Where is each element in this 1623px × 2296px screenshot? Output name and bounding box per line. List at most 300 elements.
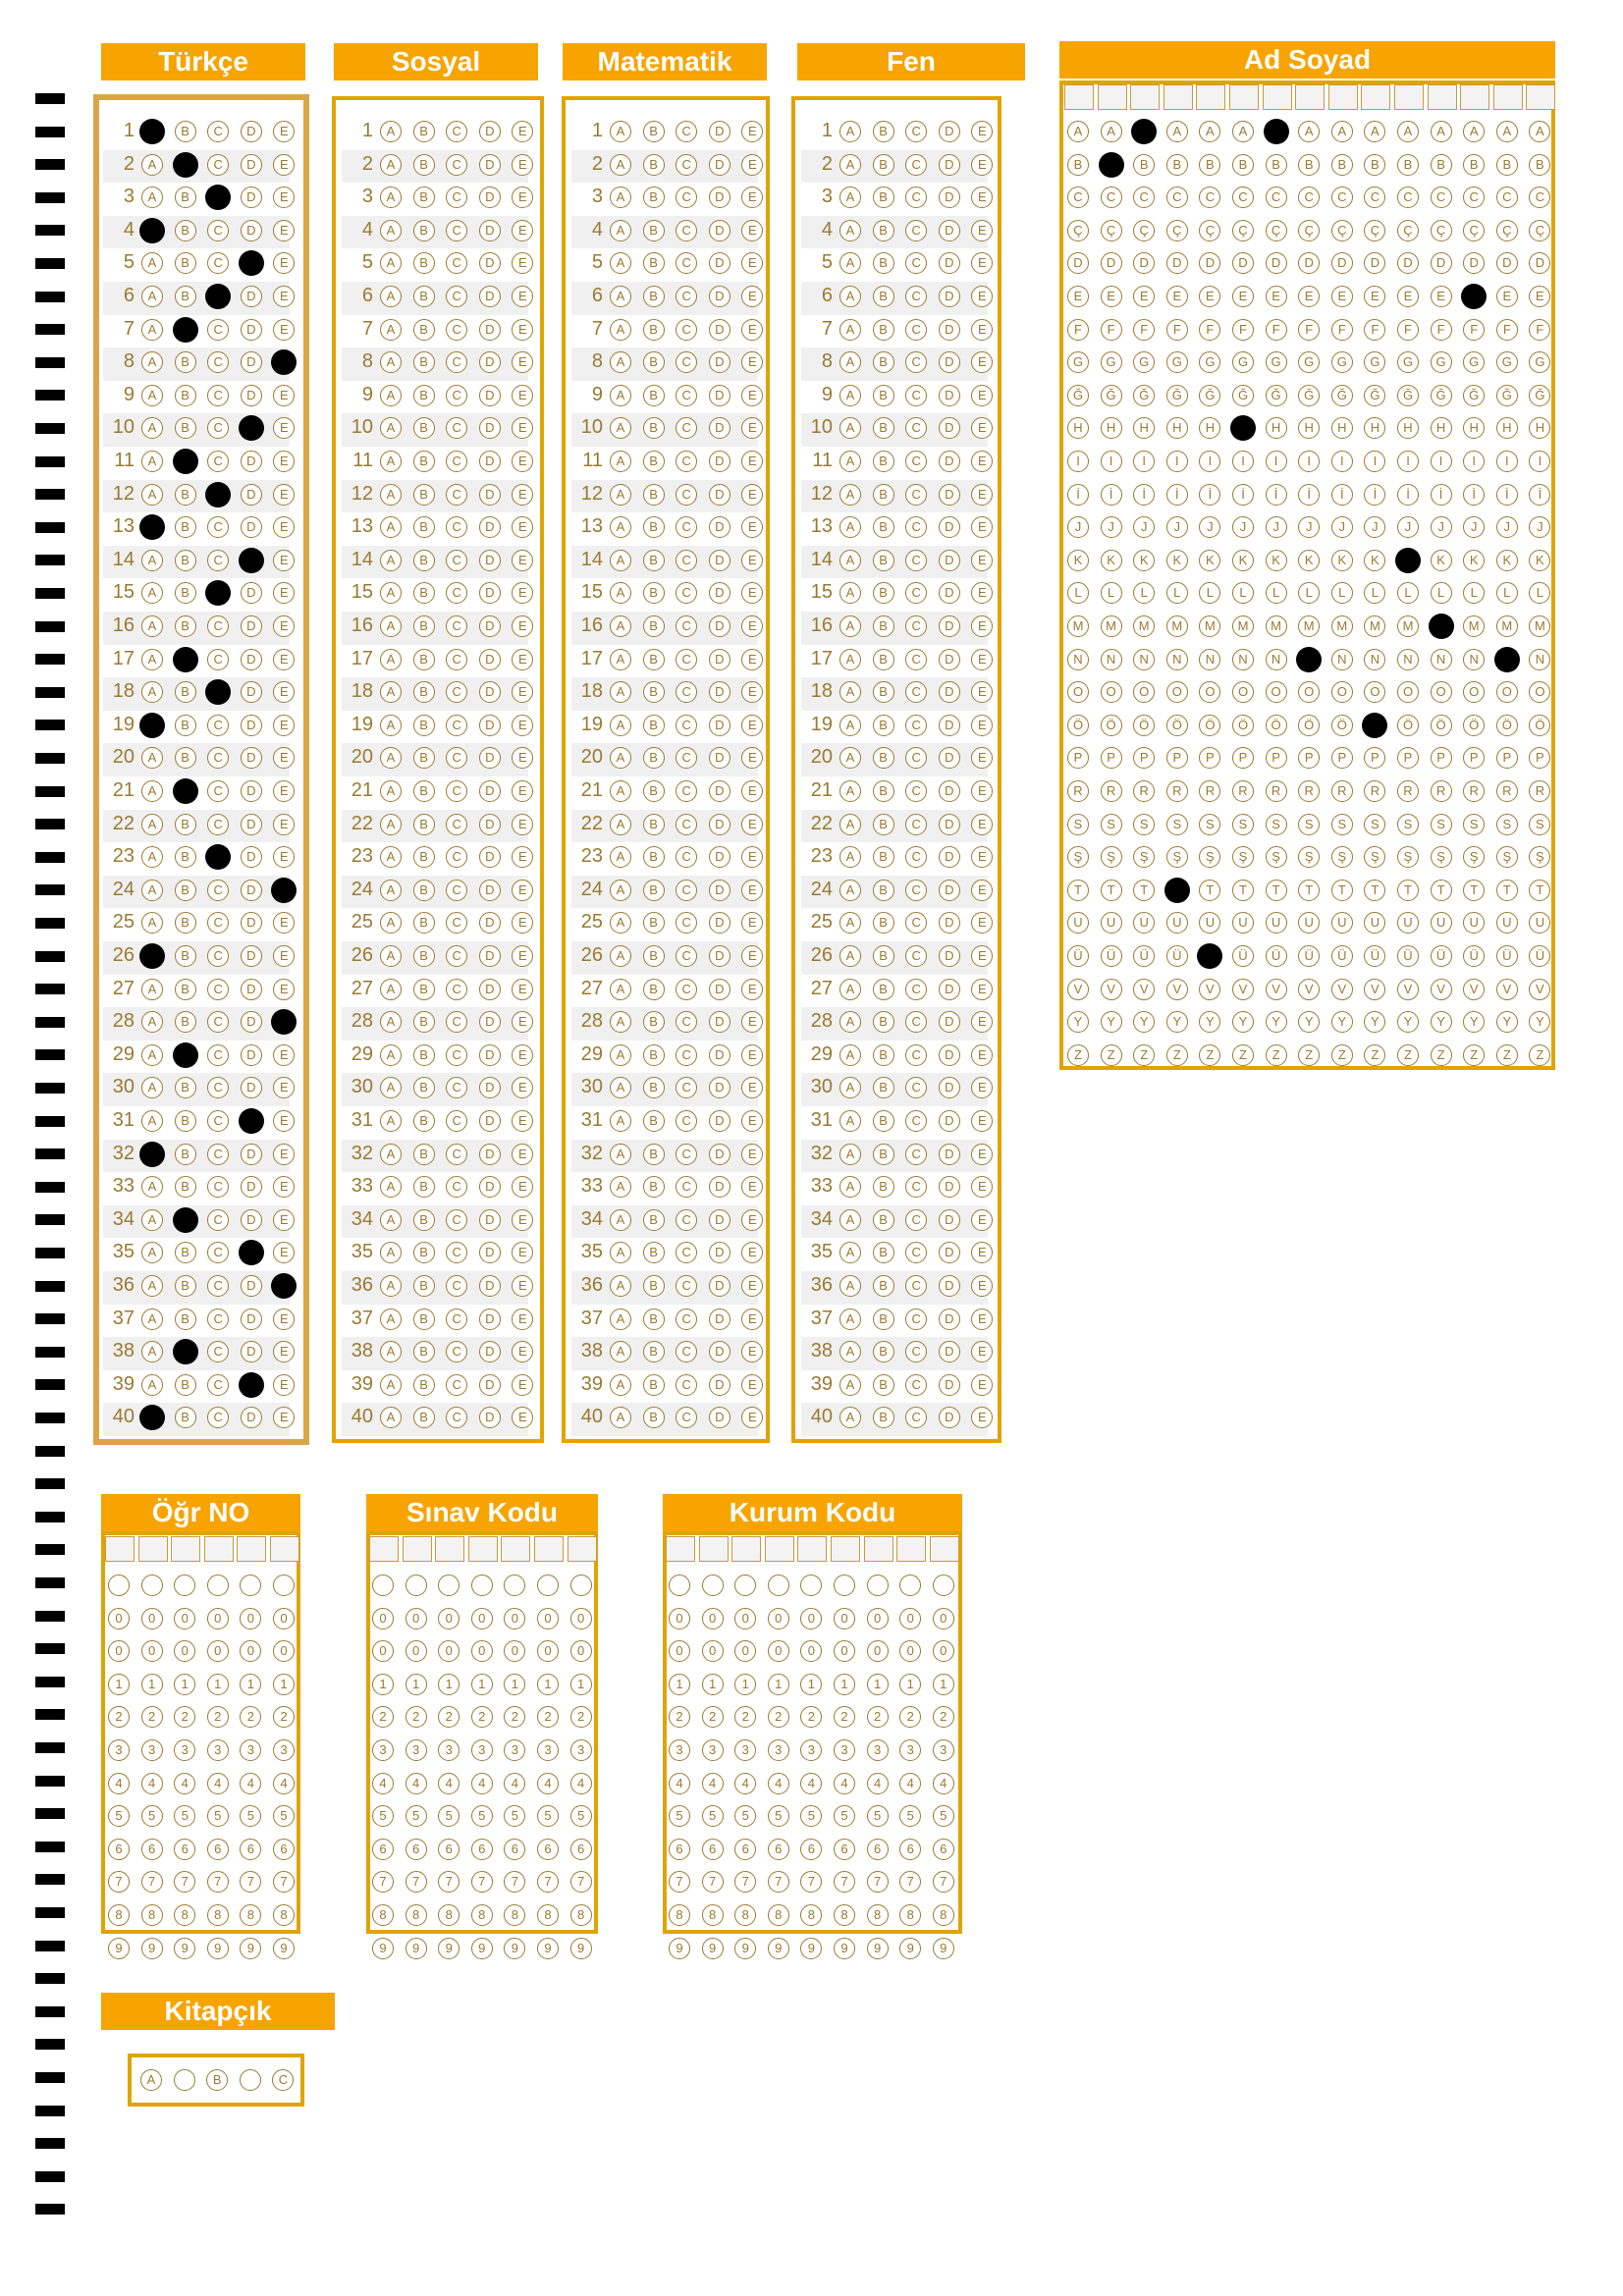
fen-option-bubble[interactable]: B xyxy=(873,979,894,1000)
matematik-option-bubble[interactable]: D xyxy=(709,351,730,373)
ad-soyad-letter-bubble[interactable]: R xyxy=(1232,780,1254,802)
turkce-option-bubble[interactable]: E xyxy=(273,582,295,604)
kurum-kodu-digit-bubble[interactable]: 7 xyxy=(899,1871,921,1893)
ad-soyad-letter-bubble[interactable]: H xyxy=(1101,417,1122,439)
ad-soyad-letter-bubble[interactable]: T xyxy=(1266,880,1287,901)
ogr-no-digit-bubble[interactable]: 7 xyxy=(108,1871,130,1893)
sinav-kodu-digit-bubble[interactable]: 7 xyxy=(537,1871,559,1893)
matematik-option-bubble[interactable]: D xyxy=(709,1144,730,1165)
ad-soyad-letter-bubble[interactable]: R xyxy=(1529,780,1550,802)
sosyal-option-bubble[interactable]: D xyxy=(479,154,501,176)
fen-option-bubble[interactable]: D xyxy=(939,1242,960,1263)
ad-soyad-letter-bubble[interactable]: K xyxy=(1463,550,1485,571)
kurum-kodu-digit-cell[interactable] xyxy=(797,1536,827,1562)
turkce-option-bubble[interactable]: D xyxy=(241,649,262,670)
ad-soyad-letter-bubble[interactable]: R xyxy=(1298,780,1320,802)
turkce-option-bubble[interactable]: C xyxy=(207,1407,229,1428)
fen-option-bubble[interactable]: D xyxy=(939,1209,960,1231)
matematik-option-bubble[interactable]: B xyxy=(643,220,665,241)
sinav-kodu-digit-bubble[interactable]: 9 xyxy=(504,1938,525,1959)
sosyal-option-bubble[interactable]: E xyxy=(512,417,533,439)
ad-soyad-letter-bubble[interactable]: I xyxy=(1331,451,1353,472)
fen-option-bubble[interactable]: A xyxy=(839,1374,861,1396)
fen-option-bubble[interactable]: B xyxy=(873,220,894,241)
fen-option-bubble[interactable]: C xyxy=(905,780,927,802)
ad-soyad-letter-bubble[interactable]: E xyxy=(1496,286,1518,307)
ad-soyad-letter-bubble[interactable]: Ş xyxy=(1232,846,1254,868)
ad-soyad-letter-bubble[interactable]: D xyxy=(1463,252,1485,274)
ad-soyad-letter-bubble[interactable]: Z xyxy=(1067,1044,1089,1066)
sosyal-option-bubble[interactable]: D xyxy=(479,715,501,736)
fen-option-bubble[interactable]: A xyxy=(839,550,861,571)
matematik-option-bubble[interactable]: B xyxy=(643,516,665,538)
sosyal-option-bubble[interactable]: D xyxy=(479,417,501,439)
sosyal-option-bubble[interactable]: B xyxy=(413,484,435,506)
sosyal-option-bubble[interactable]: C xyxy=(446,880,467,901)
sinav-kodu-digit-bubble[interactable]: 2 xyxy=(438,1706,460,1728)
sosyal-option-bubble[interactable]: C xyxy=(446,1176,467,1198)
fen-option-bubble[interactable]: C xyxy=(905,945,927,967)
matematik-option-bubble[interactable]: C xyxy=(676,484,697,506)
matematik-option-bubble[interactable]: B xyxy=(643,319,665,341)
matematik-option-bubble[interactable]: C xyxy=(676,220,697,241)
ad-soyad-letter-bubble[interactable]: I xyxy=(1529,451,1550,472)
ad-soyad-letter-bubble[interactable]: N xyxy=(1199,649,1220,670)
ad-soyad-letter-bubble[interactable]: R xyxy=(1463,780,1485,802)
sosyal-option-bubble[interactable]: D xyxy=(479,912,501,934)
ad-soyad-letter-bubble[interactable]: J xyxy=(1496,516,1518,538)
turkce-option-bubble[interactable]: D xyxy=(241,516,262,538)
ad-soyad-letter-bubble[interactable]: Ü xyxy=(1266,945,1287,967)
fen-option-bubble[interactable]: E xyxy=(971,1308,993,1330)
ad-soyad-letter-bubble[interactable]: J xyxy=(1529,516,1550,538)
sosyal-option-bubble[interactable]: D xyxy=(479,1110,501,1132)
ogr-no-digit-bubble[interactable]: 0 xyxy=(240,1640,261,1662)
matematik-option-bubble[interactable]: C xyxy=(676,1044,697,1066)
sinav-kodu-digit-bubble[interactable]: 0 xyxy=(438,1608,460,1629)
sosyal-option-bubble[interactable]: C xyxy=(446,1209,467,1231)
ad-soyad-letter-bubble[interactable]: P xyxy=(1266,747,1287,769)
kurum-kodu-digit-bubble[interactable]: 8 xyxy=(933,1904,954,1926)
ad-soyad-letter-bubble[interactable]: K xyxy=(1431,550,1452,571)
sinav-kodu-digit-bubble[interactable]: 1 xyxy=(504,1674,525,1695)
fen-option-bubble[interactable]: D xyxy=(939,516,960,538)
ad-soyad-letter-bubble[interactable]: I xyxy=(1166,451,1188,472)
ad-soyad-letter-bubble[interactable]: Ğ xyxy=(1166,385,1188,406)
fen-option-bubble[interactable]: A xyxy=(839,121,861,142)
matematik-option-bubble[interactable]: E xyxy=(741,945,763,967)
ad-soyad-letter-bubble[interactable]: N xyxy=(1067,649,1089,670)
sinav-kodu-digit-cell[interactable] xyxy=(568,1536,597,1562)
ogr-no-digit-bubble[interactable]: 2 xyxy=(108,1706,130,1728)
ad-soyad-letter-bubble[interactable]: O xyxy=(1199,681,1220,703)
kurum-kodu-digit-bubble[interactable]: 4 xyxy=(734,1773,756,1794)
sosyal-option-bubble[interactable]: D xyxy=(479,1044,501,1066)
turkce-option-bubble[interactable] xyxy=(173,317,198,343)
sosyal-option-bubble[interactable]: E xyxy=(512,979,533,1000)
ad-soyad-letter-bubble[interactable]: H xyxy=(1529,417,1550,439)
turkce-option-bubble[interactable]: C xyxy=(207,649,229,670)
fen-option-bubble[interactable]: D xyxy=(939,1176,960,1198)
ad-soyad-letter-bubble[interactable]: C xyxy=(1166,187,1188,208)
sosyal-option-bubble[interactable]: A xyxy=(380,550,402,571)
sosyal-option-bubble[interactable]: B xyxy=(413,1110,435,1132)
sosyal-option-bubble[interactable]: B xyxy=(413,681,435,703)
turkce-option-bubble[interactable]: A xyxy=(141,319,163,341)
fen-option-bubble[interactable]: A xyxy=(839,484,861,506)
fen-option-bubble[interactable]: B xyxy=(873,912,894,934)
ad-soyad-letter-bubble[interactable]: N xyxy=(1266,649,1287,670)
matematik-option-bubble[interactable]: A xyxy=(610,1407,631,1428)
ad-soyad-letter-bubble[interactable]: G xyxy=(1133,351,1155,373)
sosyal-option-bubble[interactable]: E xyxy=(512,814,533,835)
sosyal-option-bubble[interactable]: D xyxy=(479,1275,501,1297)
turkce-option-bubble[interactable]: C xyxy=(207,747,229,769)
turkce-option-bubble[interactable]: C xyxy=(207,319,229,341)
ad-soyad-letter-bubble[interactable]: U xyxy=(1199,912,1220,934)
fen-option-bubble[interactable]: B xyxy=(873,582,894,604)
sinav-kodu-digit-cell[interactable] xyxy=(435,1536,464,1562)
matematik-option-bubble[interactable]: C xyxy=(676,615,697,637)
sosyal-option-bubble[interactable]: B xyxy=(413,550,435,571)
turkce-option-bubble[interactable]: E xyxy=(273,1044,295,1066)
sinav-kodu-digit-bubble[interactable]: 4 xyxy=(537,1773,559,1794)
ogr-no-digit-bubble[interactable]: 0 xyxy=(108,1640,130,1662)
matematik-option-bubble[interactable]: D xyxy=(709,550,730,571)
kurum-kodu-digit-bubble[interactable]: 4 xyxy=(834,1773,855,1794)
ad-soyad-letter-bubble[interactable]: Ü xyxy=(1067,945,1089,967)
ad-soyad-letter-bubble[interactable]: N xyxy=(1397,649,1419,670)
ogr-no-digit-bubble[interactable]: 7 xyxy=(273,1871,295,1893)
fen-option-bubble[interactable]: A xyxy=(839,747,861,769)
sosyal-option-bubble[interactable]: B xyxy=(413,912,435,934)
ad-soyad-letter-bubble[interactable]: N xyxy=(1133,649,1155,670)
sinav-kodu-digit-bubble[interactable]: 7 xyxy=(504,1871,525,1893)
turkce-option-bubble[interactable]: C xyxy=(207,252,229,274)
ad-soyad-letter-bubble[interactable] xyxy=(1494,647,1520,672)
sosyal-option-bubble[interactable]: D xyxy=(479,1308,501,1330)
matematik-option-bubble[interactable]: A xyxy=(610,516,631,538)
ogr-no-digit-bubble[interactable]: 7 xyxy=(240,1871,261,1893)
sosyal-option-bubble[interactable]: D xyxy=(479,385,501,406)
ad-soyad-letter-bubble[interactable]: Ğ xyxy=(1266,385,1287,406)
fen-option-bubble[interactable]: E xyxy=(971,1374,993,1396)
ad-soyad-letter-bubble[interactable]: F xyxy=(1232,319,1254,341)
matematik-option-bubble[interactable]: B xyxy=(643,1144,665,1165)
turkce-option-bubble[interactable]: D xyxy=(241,1144,262,1165)
fen-option-bubble[interactable]: A xyxy=(839,1110,861,1132)
kurum-kodu-digit-bubble[interactable]: 3 xyxy=(834,1739,855,1761)
fen-option-bubble[interactable]: C xyxy=(905,417,927,439)
ad-soyad-letter-bubble[interactable]: Ö xyxy=(1133,715,1155,736)
ad-soyad-letter-bubble[interactable]: İ xyxy=(1397,484,1419,506)
ad-soyad-letter-bubble[interactable]: İ xyxy=(1067,484,1089,506)
ad-soyad-letter-bubble[interactable]: C xyxy=(1496,187,1518,208)
matematik-option-bubble[interactable]: A xyxy=(610,252,631,274)
ogr-no-digit-bubble[interactable]: 2 xyxy=(273,1706,295,1728)
matematik-option-bubble[interactable]: C xyxy=(676,1407,697,1428)
kurum-kodu-digit-bubble[interactable]: 7 xyxy=(800,1871,822,1893)
turkce-option-bubble[interactable]: D xyxy=(241,1077,262,1098)
turkce-option-bubble[interactable]: B xyxy=(175,715,196,736)
ad-soyad-letter-bubble[interactable]: Ş xyxy=(1266,846,1287,868)
kurum-kodu-digit-bubble[interactable]: 1 xyxy=(734,1674,756,1695)
sosyal-option-bubble[interactable]: D xyxy=(479,649,501,670)
ogr-no-digit-bubble[interactable]: 4 xyxy=(273,1773,295,1794)
ad-soyad-letter-bubble[interactable]: F xyxy=(1529,319,1550,341)
ogr-no-digit-bubble[interactable]: 1 xyxy=(108,1674,130,1695)
ad-soyad-letter-bubble[interactable]: E xyxy=(1364,286,1385,307)
ogr-no-digit-bubble[interactable]: 8 xyxy=(108,1904,130,1926)
ad-soyad-letter-bubble[interactable]: D xyxy=(1529,252,1550,274)
ad-soyad-letter-bubble[interactable]: F xyxy=(1496,319,1518,341)
turkce-option-bubble[interactable]: C xyxy=(207,979,229,1000)
turkce-option-bubble[interactable]: C xyxy=(207,814,229,835)
sosyal-option-bubble[interactable]: D xyxy=(479,187,501,208)
ogr-no-digit-bubble[interactable]: 0 xyxy=(273,1608,295,1629)
sinav-kodu-digit-bubble[interactable]: 6 xyxy=(570,1839,592,1860)
ad-soyad-letter-bubble[interactable]: D xyxy=(1496,252,1518,274)
ad-soyad-letter-bubble[interactable]: L xyxy=(1431,582,1452,604)
kurum-kodu-digit-bubble[interactable]: 3 xyxy=(734,1739,756,1761)
turkce-option-bubble[interactable]: E xyxy=(273,681,295,703)
fen-option-bubble[interactable]: B xyxy=(873,286,894,307)
turkce-option-bubble[interactable]: B xyxy=(175,1242,196,1263)
turkce-option-bubble[interactable]: B xyxy=(175,747,196,769)
sinav-kodu-digit-bubble[interactable]: 4 xyxy=(471,1773,493,1794)
turkce-option-bubble[interactable]: E xyxy=(273,747,295,769)
fen-option-bubble[interactable]: E xyxy=(971,814,993,835)
sosyal-option-bubble[interactable]: A xyxy=(380,319,402,341)
ad-soyad-letter-bubble[interactable]: İ xyxy=(1166,484,1188,506)
ad-soyad-letter-bubble[interactable]: B xyxy=(1266,154,1287,176)
kurum-kodu-digit-bubble[interactable]: 9 xyxy=(768,1938,789,1959)
fen-option-bubble[interactable]: B xyxy=(873,747,894,769)
kurum-kodu-digit-bubble[interactable]: 6 xyxy=(702,1839,724,1860)
sinav-kodu-digit-bubble[interactable]: 7 xyxy=(372,1871,394,1893)
fen-option-bubble[interactable]: C xyxy=(905,1077,927,1098)
matematik-option-bubble[interactable]: C xyxy=(676,385,697,406)
ad-soyad-letter-cell[interactable] xyxy=(1460,84,1489,110)
turkce-option-bubble[interactable]: E xyxy=(273,484,295,506)
kurum-kodu-digit-bubble[interactable]: 0 xyxy=(800,1608,822,1629)
kurum-kodu-digit-bubble[interactable]: 3 xyxy=(933,1739,954,1761)
matematik-option-bubble[interactable]: A xyxy=(610,1308,631,1330)
matematik-option-bubble[interactable]: B xyxy=(643,351,665,373)
matematik-option-bubble[interactable]: C xyxy=(676,516,697,538)
sosyal-option-bubble[interactable]: D xyxy=(479,880,501,901)
kurum-kodu-digit-bubble[interactable]: 1 xyxy=(834,1674,855,1695)
ad-soyad-letter-bubble[interactable]: L xyxy=(1101,582,1122,604)
ad-soyad-letter-bubble[interactable]: J xyxy=(1463,516,1485,538)
ad-soyad-letter-bubble[interactable]: Ç xyxy=(1331,220,1353,241)
turkce-option-bubble[interactable]: A xyxy=(141,1242,163,1263)
matematik-option-bubble[interactable]: C xyxy=(676,1176,697,1198)
matematik-option-bubble[interactable]: E xyxy=(741,880,763,901)
matematik-option-bubble[interactable]: D xyxy=(709,649,730,670)
ad-soyad-letter-bubble[interactable]: D xyxy=(1298,252,1320,274)
matematik-option-bubble[interactable]: D xyxy=(709,615,730,637)
fen-option-bubble[interactable]: D xyxy=(939,154,960,176)
ad-soyad-letter-bubble[interactable]: Ö xyxy=(1067,715,1089,736)
ad-soyad-letter-bubble[interactable]: V xyxy=(1397,979,1419,1000)
turkce-option-bubble[interactable]: B xyxy=(175,1176,196,1198)
ad-soyad-letter-bubble[interactable]: K xyxy=(1199,550,1220,571)
ad-soyad-letter-cell[interactable] xyxy=(1493,84,1523,110)
turkce-option-bubble[interactable] xyxy=(239,415,264,441)
matematik-option-bubble[interactable]: C xyxy=(676,1308,697,1330)
ad-soyad-letter-bubble[interactable]: O xyxy=(1101,681,1122,703)
turkce-option-bubble[interactable]: B xyxy=(175,912,196,934)
ad-soyad-letter-bubble[interactable]: Ğ xyxy=(1463,385,1485,406)
sinav-kodu-digit-bubble[interactable]: 5 xyxy=(406,1805,427,1827)
matematik-option-bubble[interactable]: E xyxy=(741,1242,763,1263)
sosyal-option-bubble[interactable]: C xyxy=(446,681,467,703)
sosyal-option-bubble[interactable]: A xyxy=(380,1242,402,1263)
ad-soyad-letter-bubble[interactable]: Ö xyxy=(1397,715,1419,736)
matematik-option-bubble[interactable]: E xyxy=(741,187,763,208)
kurum-kodu-digit-bubble[interactable]: 9 xyxy=(800,1938,822,1959)
sosyal-option-bubble[interactable]: C xyxy=(446,582,467,604)
ogr-no-digit-bubble[interactable]: 4 xyxy=(141,1773,163,1794)
ad-soyad-letter-bubble[interactable]: Ç xyxy=(1397,220,1419,241)
ogr-no-digit-bubble[interactable]: 5 xyxy=(207,1805,229,1827)
sinav-kodu-digit-bubble[interactable]: 1 xyxy=(471,1674,493,1695)
turkce-option-bubble[interactable]: E xyxy=(273,1144,295,1165)
turkce-option-bubble[interactable]: D xyxy=(241,484,262,506)
fen-option-bubble[interactable]: B xyxy=(873,880,894,901)
turkce-option-bubble[interactable]: C xyxy=(207,1242,229,1263)
ad-soyad-letter-bubble[interactable]: Z xyxy=(1199,1044,1220,1066)
kurum-kodu-digit-bubble[interactable]: 5 xyxy=(899,1805,921,1827)
fen-option-bubble[interactable]: A xyxy=(839,1275,861,1297)
fen-option-bubble[interactable]: E xyxy=(971,187,993,208)
ad-soyad-letter-bubble[interactable]: T xyxy=(1496,880,1518,901)
kurum-kodu-digit-bubble[interactable]: 0 xyxy=(867,1608,889,1629)
ad-soyad-letter-bubble[interactable]: G xyxy=(1298,351,1320,373)
sosyal-option-bubble[interactable]: A xyxy=(380,1341,402,1362)
kitapcik-option-bubble[interactable]: A xyxy=(140,2069,162,2091)
kurum-kodu-digit-bubble[interactable]: 6 xyxy=(933,1839,954,1860)
turkce-option-bubble[interactable]: B xyxy=(175,582,196,604)
sosyal-option-bubble[interactable]: C xyxy=(446,814,467,835)
turkce-option-bubble[interactable]: C xyxy=(207,121,229,142)
kurum-kodu-digit-bubble[interactable]: 5 xyxy=(800,1805,822,1827)
sinav-kodu-digit-bubble[interactable]: 3 xyxy=(438,1739,460,1761)
turkce-option-bubble[interactable]: B xyxy=(175,846,196,868)
matematik-option-bubble[interactable]: B xyxy=(643,1242,665,1263)
fen-option-bubble[interactable]: E xyxy=(971,516,993,538)
turkce-option-bubble[interactable]: B xyxy=(175,1374,196,1396)
ad-soyad-letter-bubble[interactable]: R xyxy=(1266,780,1287,802)
sosyal-option-bubble[interactable]: D xyxy=(479,252,501,274)
turkce-option-bubble[interactable]: E xyxy=(273,1110,295,1132)
fen-option-bubble[interactable]: C xyxy=(905,1341,927,1362)
turkce-option-bubble[interactable]: E xyxy=(273,550,295,571)
ad-soyad-letter-bubble[interactable]: Ö xyxy=(1463,715,1485,736)
matematik-option-bubble[interactable]: B xyxy=(643,945,665,967)
ad-soyad-letter-bubble[interactable]: İ xyxy=(1463,484,1485,506)
turkce-option-bubble[interactable]: E xyxy=(273,417,295,439)
sosyal-option-bubble[interactable]: A xyxy=(380,979,402,1000)
matematik-option-bubble[interactable]: E xyxy=(741,1374,763,1396)
kurum-kodu-digit-cell[interactable] xyxy=(930,1536,959,1562)
turkce-option-bubble[interactable]: D xyxy=(241,814,262,835)
fen-option-bubble[interactable]: B xyxy=(873,451,894,472)
fen-option-bubble[interactable]: D xyxy=(939,319,960,341)
ogr-no-digit-bubble[interactable]: 6 xyxy=(240,1839,261,1860)
ad-soyad-letter-bubble[interactable]: S xyxy=(1133,814,1155,835)
kurum-kodu-digit-bubble[interactable]: 7 xyxy=(702,1871,724,1893)
matematik-option-bubble[interactable]: B xyxy=(643,1110,665,1132)
fen-option-bubble[interactable]: B xyxy=(873,1110,894,1132)
turkce-option-bubble[interactable] xyxy=(173,778,198,804)
fen-option-bubble[interactable]: A xyxy=(839,615,861,637)
matematik-option-bubble[interactable]: A xyxy=(610,1374,631,1396)
ad-soyad-letter-bubble[interactable]: F xyxy=(1431,319,1452,341)
turkce-option-bubble[interactable]: D xyxy=(241,1407,262,1428)
fen-option-bubble[interactable]: D xyxy=(939,1275,960,1297)
sinav-kodu-digit-bubble[interactable]: 4 xyxy=(504,1773,525,1794)
sosyal-option-bubble[interactable]: C xyxy=(446,451,467,472)
kurum-kodu-digit-bubble[interactable]: 2 xyxy=(669,1706,690,1728)
sinav-kodu-digit-bubble[interactable]: 3 xyxy=(504,1739,525,1761)
matematik-option-bubble[interactable]: E xyxy=(741,1077,763,1098)
turkce-option-bubble[interactable] xyxy=(139,713,165,738)
fen-option-bubble[interactable]: E xyxy=(971,1144,993,1165)
matematik-option-bubble[interactable]: D xyxy=(709,516,730,538)
matematik-option-bubble[interactable]: C xyxy=(676,715,697,736)
ad-soyad-letter-bubble[interactable]: G xyxy=(1166,351,1188,373)
ad-soyad-letter-cell[interactable] xyxy=(1328,84,1358,110)
ad-soyad-letter-bubble[interactable]: D xyxy=(1133,252,1155,274)
kurum-kodu-digit-bubble[interactable]: 3 xyxy=(800,1739,822,1761)
fen-option-bubble[interactable]: A xyxy=(839,1011,861,1033)
fen-option-bubble[interactable]: D xyxy=(939,846,960,868)
turkce-option-bubble[interactable]: C xyxy=(207,1275,229,1297)
ad-soyad-letter-bubble[interactable]: C xyxy=(1397,187,1419,208)
fen-option-bubble[interactable]: C xyxy=(905,516,927,538)
sinav-kodu-digit-bubble[interactable]: 3 xyxy=(471,1739,493,1761)
turkce-option-bubble[interactable]: C xyxy=(207,550,229,571)
fen-option-bubble[interactable]: C xyxy=(905,880,927,901)
ad-soyad-letter-bubble[interactable]: S xyxy=(1101,814,1122,835)
sosyal-option-bubble[interactable]: B xyxy=(413,1144,435,1165)
sinav-kodu-digit-bubble[interactable]: 2 xyxy=(570,1706,592,1728)
matematik-option-bubble[interactable]: D xyxy=(709,286,730,307)
fen-option-bubble[interactable]: A xyxy=(839,351,861,373)
ad-soyad-letter-bubble[interactable]: Ü xyxy=(1397,945,1419,967)
kurum-kodu-digit-bubble[interactable]: 1 xyxy=(768,1674,789,1695)
matematik-option-bubble[interactable]: C xyxy=(676,912,697,934)
sinav-kodu-digit-cell[interactable] xyxy=(534,1536,564,1562)
sosyal-option-bubble[interactable]: B xyxy=(413,1242,435,1263)
ad-soyad-letter-bubble[interactable] xyxy=(1395,548,1421,573)
ad-soyad-letter-bubble[interactable]: B xyxy=(1364,154,1385,176)
matematik-option-bubble[interactable]: B xyxy=(643,252,665,274)
ad-soyad-letter-bubble[interactable]: İ xyxy=(1199,484,1220,506)
ad-soyad-letter-bubble[interactable]: M xyxy=(1232,615,1254,637)
ad-soyad-letter-cell[interactable] xyxy=(1064,84,1094,110)
kurum-kodu-digit-bubble[interactable]: 8 xyxy=(899,1904,921,1926)
ad-soyad-letter-bubble[interactable]: Ö xyxy=(1431,715,1452,736)
matematik-option-bubble[interactable]: E xyxy=(741,319,763,341)
ogr-no-digit-bubble[interactable]: 9 xyxy=(174,1938,195,1959)
kurum-kodu-digit-bubble[interactable]: 2 xyxy=(933,1706,954,1728)
matematik-option-bubble[interactable]: C xyxy=(676,417,697,439)
ad-soyad-letter-bubble[interactable]: T xyxy=(1067,880,1089,901)
ad-soyad-letter-bubble[interactable]: Ş xyxy=(1529,846,1550,868)
